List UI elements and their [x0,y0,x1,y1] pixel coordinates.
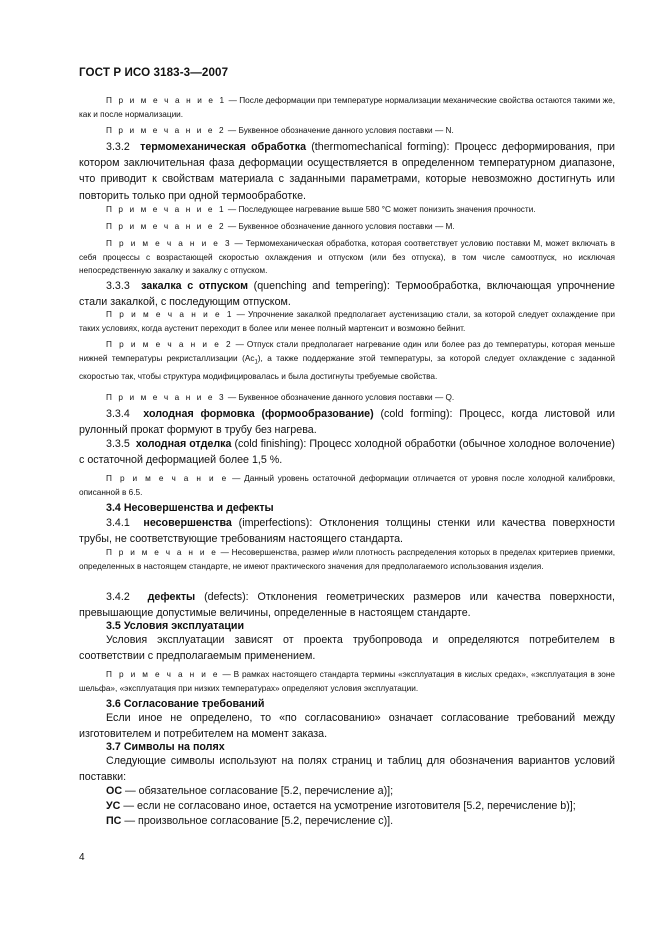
note-3-3-3-3: П р и м е ч а н и е 3 — Буквенное обозначение данного условия поставки — Q. [106,393,455,402]
note-3-3-1-2: П р и м е ч а н и е 2 — Буквенное обозначение данного условия поставки — N. [106,126,454,135]
note-3-3-2-2: П р и м е ч а н и е 2 — Буквенное обозначение данного условия поставки — М. [106,222,455,231]
note-3-3-2-1: П р и м е ч а н и е 1 — Последующее нагревание выше 580 °С может понизить значения прочности. [106,205,536,214]
section-heading-3-7: 3.7 Символы на полях [106,741,225,753]
section-heading-3-4: 3.4 Несовершенства и дефекты [106,502,274,514]
section-heading-3-5: 3.5 Условия эксплуатации [106,620,245,632]
definition-3-3-5: 3.3.5 холодная отделка (cold finishing): Процесс холодной обработки (обычное холодное волочение) с остаточной деформацией более 1,5 %. [79,438,615,467]
symbol-item: ОС — обязательное согласование [5.2, перечисление a)]; [106,785,394,797]
symbol-item: ПС — произвольное согласование [5.2, перечисление c)]. [106,815,394,827]
paragraph-3-7: Следующие символы используют на полях страниц и таблиц для обозначения вариантов условий поставки: [79,755,615,784]
note-3-3-2-3: П р и м е ч а н и е 3 — Термомеханическая обработка, которая соответствует условию поставки М, может включать в себя процессы с возрастающей скоростью охлаждения и отпуском (или без отпуска), в том числе самоотпуск, но исключая непосредственную закалку и закалку с отпуском. [79,239,615,276]
note-3-4-1: П р и м е ч а н и е — Несовершенства, размер и/или плотность распределения которых в пределах критериев приемки, определенных в настоящем стандарте, не имеют практического значения для предполагаемого использования изделия. [79,548,615,571]
paragraph-3-6: Если иное не определено, то «по согласованию» означает согласование требований между изготовителем и потребителем на момент заказа. [79,712,615,741]
note-3-3-3-2: П р и м е ч а н и е 2 — Отпуск стали предполагает нагревание один или более раз до температуры, которая меньше нижней температуры рекристаллизации $(Ac_1)$, а также поддержание этой температуры, за которой следует охлаждение с заданной скоростью так, чтобы структура модифицировалась и была достигнуты требуемые свойства. [79,340,616,381]
definition-3-4-1: 3.4.1 несовершенства (imperfections): Отклонения толщины стенки или качества поверхности трубы, не соответствующие требованиям настоящего стандарта. [79,517,615,546]
page-number: 4 [79,852,85,863]
paragraph-3-5: Условия эксплуатации зависят от проекта трубопровода и определяются потребителем в соответствии с предполагаемым применением. [79,634,615,663]
document-header: ГОСТ Р ИСО 3183-3—2007 [79,66,229,79]
note-3-3-1-1: П р и м е ч а н и е 1 — После деформации при температуре нормализации механические свойства остаются такими же, как и после нормализации. [79,96,615,119]
definition-3-4-2: 3.4.2 дефекты (defects): Отклонения геометрических размеров или качества поверхности, превышающие допустимые величины, определенные в настоящем стандарте. [79,591,615,620]
note-3-5: П р и м е ч а н и е — В рамках настоящего стандарта термины «эксплуатация в кислых средах», «эксплуатация в зоне шельфа», «эксплуатация при низких температурах» определяют условия эксплуатации. [79,670,615,693]
definition-3-3-3: 3.3.3 закалка с отпуском (quenching and tempering): Термообработка, включающая упрочнение стали закалкой, с последующим отпуском. [79,280,615,309]
note-3-3-3-1: П р и м е ч а н и е 1 — Упрочнение закалкой предполагает аустенизацию стали, за которой следует охлаждение при таких условиях, когда аустенит переходит в более или менее полный мартенсит и возможно бейнит. [79,310,616,333]
definition-3-3-4: 3.3.4 холодная формовка (формообразование) (cold forming): Процесс, когда листовой или рулонный прокат формуют в трубу без нагрева. [79,408,615,437]
note-3-3-5: П р и м е ч а н и е — Данный уровень остаточной деформации отличается от уровня после холодной калибровки, описанной в 6.5. [79,474,616,497]
definition-3-3-2: 3.3.2 термомеханическая обработка (thermomechanical forming): Процесс деформирования, при котором заключительная фаза деформации осуществляется в определенном температурном диапазоне, что приводит к свойствам материала с заданными параметрами, которые невозможно достигнуть или повторить только при одной термообработке. [79,141,615,202]
section-heading-3-6: 3.6 Согласование требований [106,698,265,710]
symbol-item: УС — если не согласовано иное, остается на усмотрение изготовителя [5.2, перечисление b)]; [106,800,576,812]
